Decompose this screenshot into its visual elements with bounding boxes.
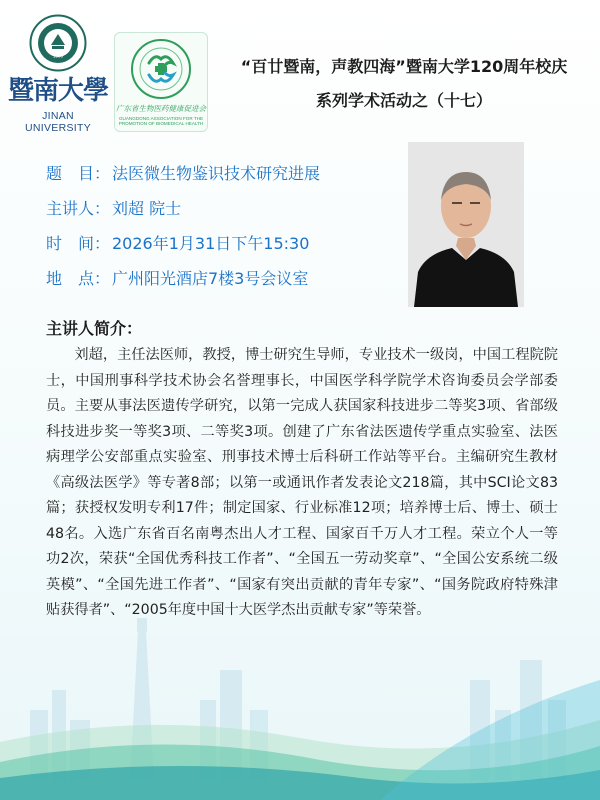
place-value: 广州阳光酒店7楼3号会议室 <box>112 269 309 288</box>
speaker-intro-body: 刘超，主任法医师，教授，博士研究生导师，专业技术一级岗，中国工程院院士，中国刑事科学技术协会名誉理事长，中国医学科学院学术咨询委员会学部委员。主要从事法医遗传学研究，以第一完成人获国家科技进步二等奖3项、省部级科技进步奖一等奖3项、二等奖3项。创建了广东省法医遗传学重点实验室、法医病理学公安部重点实验室、刑事技术博士后科研工作站等平台。主编研究生教材《高级法医学》等专著8部；以第一或通讯作者发表论文218篇，其中SCI论文83篇；获授权发明专利17件；制定国家、行业标准12项；培养博士后、博士、硕士48名。入选广东省百名南粤杰出人才工程、国家百千万人才工程。荣立个人一等功2次，荣获“全国优秀科技工作者”、“全国五一劳动奖章”、“全国公安系统二级英模”、“全国先进工作者”、“国家有突出贡献的青年专家”、“国务院政府特殊津贴获得者”、“2005年度中国十大医学杰出贡献专家”等荣誉。 <box>46 347 558 618</box>
association-logo <box>114 32 208 132</box>
speaker-value: 刘超 院士 <box>112 199 182 218</box>
speaker-portrait-icon <box>408 142 524 307</box>
topic-value: 法医微生物鉴识技术研究进展 <box>112 164 321 183</box>
speaker-row <box>46 197 406 232</box>
series-title <box>212 50 596 118</box>
city-skyline-decoration <box>0 560 600 800</box>
svg-text:1906: 1906 <box>52 53 64 59</box>
series-title-line-2: 系列学术活动之（十七） <box>315 91 492 110</box>
time-value: 2026年1月31日下午15:30 <box>112 234 310 253</box>
university-name-en: JINAN UNIVERSITY <box>24 110 91 134</box>
time-row <box>46 232 406 267</box>
speaker-intro-title: 主讲人简介： <box>46 319 143 338</box>
association-emblem-icon <box>129 37 193 101</box>
jinan-university-seal-icon <box>29 14 87 72</box>
time-label: 时 间： <box>46 234 111 253</box>
series-title-line-1: “百廿暨南，声教四海”暨南大学120周年校庆 <box>240 57 568 76</box>
speaker-label: 主讲人： <box>46 199 111 218</box>
topic-row <box>46 162 406 197</box>
topic-label: 题 目： <box>46 164 111 183</box>
association-name-en: GUANGDONG ASSOCIATION FOR THE PROMOTION OF BIOMEDICAL HEALTH <box>118 116 204 126</box>
university-name-cn: 暨南大學 <box>8 76 109 106</box>
jinan-university-logo <box>8 14 108 132</box>
speaker-photo <box>408 142 524 307</box>
place-label: 地 点： <box>46 269 111 288</box>
place-row <box>46 267 406 302</box>
association-name-cn: 广东省生物医药健康促进会 <box>116 104 206 113</box>
lecture-info <box>46 162 406 302</box>
